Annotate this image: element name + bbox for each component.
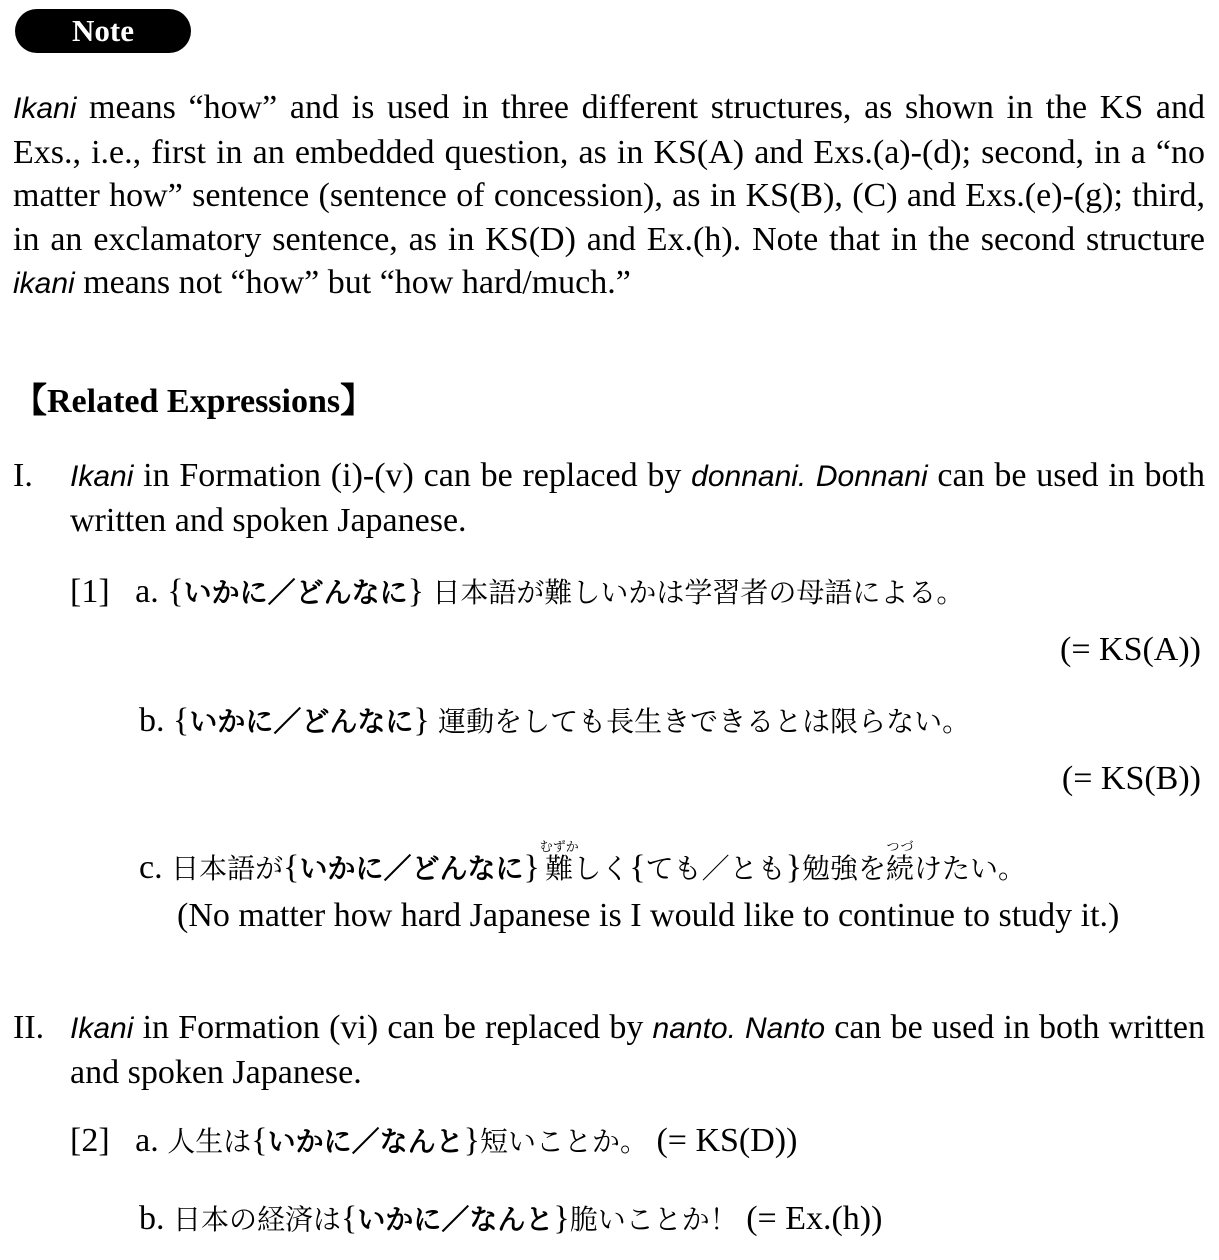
brace-close: } — [463, 1122, 480, 1159]
example-2a-options: いかに／なんと — [267, 1125, 464, 1158]
brace-open: { — [173, 702, 190, 739]
term-ikani-2: ikani — [13, 267, 75, 300]
section-2 — [13, 1006, 1205, 1094]
paragraph-text-1: means “how” and is used in three different structures, as shown in the KS and Exs., i.e., first in an embedded question, as in KS(A) and Exs.(a)-(d); second, in a “no matter how” sentence (sentence of concession), as in KS(B), (C) and Exs.(e)-(g); third, in an exclamatory sentence, as in KS(D) and Ex.(h). Note that in the second structure — [13, 89, 1205, 258]
brace-close-2: } — [785, 849, 802, 886]
example-2-number: [2] — [70, 1122, 110, 1159]
brace-open: { — [251, 1122, 268, 1159]
example-1c-options: いかに／どんなに — [299, 852, 524, 885]
section-1-term-2: donnani. Donnani — [691, 460, 928, 493]
example-1b-label: b. — [139, 702, 165, 739]
example-1a — [70, 571, 964, 611]
example-1c — [139, 840, 1026, 887]
example-1c-kanji-2: 続つづ — [886, 840, 915, 885]
section-1-body — [70, 454, 1205, 542]
example-1c-pre: 日本語が — [171, 852, 284, 885]
section-2-text-2: can be used in both written and spoken Japanese. — [70, 1009, 1206, 1091]
section-2-term-2: nanto. Nanto — [652, 1012, 826, 1045]
example-1-number: [1] — [70, 573, 110, 610]
example-1c-label: c. — [139, 849, 163, 886]
brace-open: { — [283, 849, 300, 886]
example-2b-text: 脆いことか！ — [569, 1203, 738, 1236]
example-2a — [70, 1120, 797, 1160]
example-2b-label: b. — [139, 1200, 165, 1237]
section-2-term: Ikani — [70, 1012, 134, 1045]
example-2a-label: a. — [135, 1122, 159, 1159]
related-expressions-heading: 【Related Expressions】 — [13, 383, 375, 420]
paragraph-text-2: means not “how” but “how hard/much.” — [74, 264, 631, 301]
section-1-number: I. — [13, 457, 33, 494]
example-1b-text: 運動をしても長生きできるとは限らない。 — [438, 705, 971, 738]
example-1b-options: いかに／どんなに — [189, 705, 414, 738]
section-2-number: II. — [13, 1009, 45, 1046]
example-2b-options: いかに／なんと — [357, 1203, 554, 1236]
example-1c-options-2: ても／とも — [645, 852, 786, 885]
section-2-text-1: in Formation (vi) can be replaced by — [133, 1009, 653, 1046]
example-1b — [139, 700, 970, 740]
example-1c-mid: しく — [573, 852, 630, 885]
brace-close: } — [523, 849, 540, 886]
note-paragraph — [13, 86, 1205, 306]
term-ikani: Ikani — [13, 92, 77, 125]
section-1-term: Ikani — [70, 460, 134, 493]
section-1-text-1: in Formation (i)-(v) can be replaced by — [133, 457, 692, 494]
brace-open: { — [167, 573, 184, 610]
brace-open-2: { — [629, 849, 646, 886]
example-2a-text: 短いことか。 — [479, 1125, 648, 1158]
example-2a-pre: 人生は — [167, 1125, 252, 1158]
example-1c-post-2: けたい。 — [914, 852, 1027, 885]
section-1 — [13, 454, 1205, 542]
section-1-text-2: can be used in both written and spoken Japanese. — [70, 457, 1206, 539]
note-badge: Note — [15, 9, 191, 53]
example-1a-text: 日本語が難しいかは学習者の母語による。 — [432, 576, 965, 609]
brace-close: } — [407, 573, 424, 610]
example-1a-options: いかに／どんなに — [183, 576, 408, 609]
example-2a-ref: (= KS(D)) — [656, 1122, 798, 1159]
example-2b — [139, 1198, 882, 1238]
example-1c-kanji-1: 難むずか — [539, 840, 579, 885]
example-1c-post-1: 勉強を — [801, 852, 886, 885]
example-2b-ref: (= Ex.(h)) — [746, 1200, 883, 1237]
example-1b-ref: (= KS(B)) — [1061, 760, 1201, 797]
brace-close: } — [413, 702, 430, 739]
example-1a-ref: (= KS(A)) — [1060, 631, 1201, 668]
example-1c-translation: (No matter how hard Japanese is I would like to continue to study it.) — [177, 897, 1120, 934]
example-2b-pre: 日本の経済は — [173, 1203, 342, 1236]
section-2-body — [70, 1006, 1205, 1094]
brace-open: { — [341, 1200, 358, 1237]
example-1a-label: a. — [135, 573, 159, 610]
brace-close: } — [553, 1200, 570, 1237]
